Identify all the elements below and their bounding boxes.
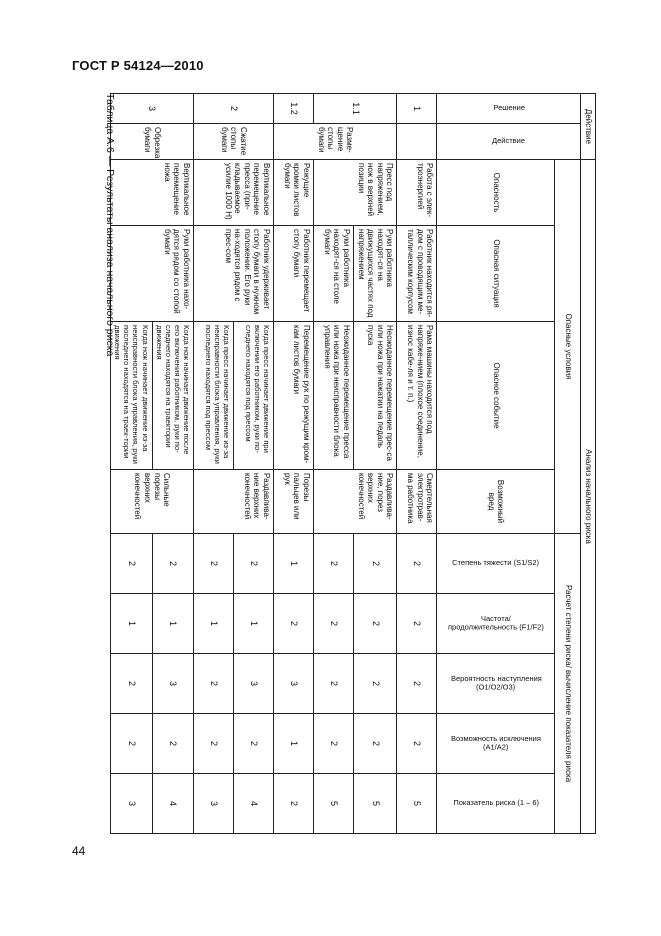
header-risk-calc: Расчет степени риска/ вычисление показателя риска: [555, 534, 581, 834]
header-action: Действие: [437, 124, 581, 160]
cell-risk-index: 5: [397, 774, 437, 834]
header-analysis-group: Анализ начального риска: [581, 160, 596, 834]
cell-severity: 2: [397, 534, 437, 594]
cell-risk-index: 4: [234, 774, 274, 834]
cell-hazard: Режущие кромки листов бумаги: [274, 160, 314, 226]
cell-severity: 2: [111, 534, 152, 594]
header-avoidance: Возможность исключения (A1/A2): [437, 714, 555, 774]
cell-situation: Руки работника находят-ся на столе бумаги: [314, 226, 354, 322]
cell-situation: Руки работника нахо-дятся рядом со стопой бумаги: [111, 226, 194, 322]
cell-decision: 1.1: [314, 94, 397, 124]
cell-probability: 2: [397, 654, 437, 714]
cell-decision: 2: [194, 94, 274, 124]
header-risk-index: Показатель риска (1 – 6): [437, 774, 555, 834]
cell-probability: 3: [234, 654, 274, 714]
cell-severity: 2: [152, 534, 193, 594]
cell-avoidance: 1: [274, 714, 314, 774]
cell-probability: 2: [194, 654, 234, 714]
cell-harm: Сильные порезы верхних конечностей: [111, 470, 194, 534]
cell-risk-index: 3: [194, 774, 234, 834]
cell-event: Когда пресс начинает движение из-за неисправности блока управления, руки последнего находятся под прессом: [194, 322, 234, 470]
cell-decision: 3: [111, 94, 194, 124]
cell-avoidance: 2: [152, 714, 193, 774]
cell-risk-index: 5: [354, 774, 397, 834]
table-row: [234, 94, 274, 834]
cell-action: Сжатие стопы бумаги: [194, 124, 274, 160]
cell-frequency: 2: [314, 594, 354, 654]
cell-hazard: Вертикальное перемещение пресса (при-кладываемое усилие 1000 Н): [194, 160, 274, 226]
cell-probability: 2: [111, 654, 152, 714]
cell-avoidance: 2: [194, 714, 234, 774]
header-hazard: Опасность: [437, 160, 555, 226]
cell-harm: Смертельная электротрав-ма работника: [397, 470, 437, 534]
cell-frequency: 2: [274, 594, 314, 654]
header-severity: Степень тяжести (S1/S2): [437, 534, 555, 594]
risk-analysis-table: [110, 93, 596, 834]
cell-situation: Работник удерживает стопу бумаги в нужном положении. Его руки на-ходятся рядом с прес-сом: [194, 226, 274, 322]
table-row: [397, 94, 437, 834]
document-header: ГОСТ Р 54124—2010: [72, 58, 204, 73]
cell-frequency: 1: [152, 594, 193, 654]
cell-hazard: Пресс под напряжением, нож в верхней позиции: [314, 160, 397, 226]
cell-severity: 2: [354, 534, 397, 594]
cell-action: Разме-щение стопы бумаги: [274, 124, 397, 160]
cell-event: Перемещение рук по режущим кром-кам листов бумаги: [274, 322, 314, 470]
header-harm: Возможный вред: [437, 470, 555, 534]
table-row: [152, 94, 193, 834]
cell-risk-index: 5: [314, 774, 354, 834]
cell-probability: 3: [274, 654, 314, 714]
header-situation: Опасная ситуация: [437, 226, 555, 322]
cell-situation: Работник перемещает стопу бумаги: [274, 226, 314, 322]
cell-situation: Руки работника находят-ся на движущихся частях под напряжением: [354, 226, 397, 322]
cell-event: Когда нож начинает движение из-за неисправности блока управления, руки последнего находятся на траек-тории движения: [111, 322, 152, 470]
cell-severity: 2: [234, 534, 274, 594]
cell-event: Когда пресс начинает движение при включении его работником, руки по-следнего находятся под прессом: [234, 322, 274, 470]
cell-risk-index: 4: [152, 774, 193, 834]
cell-frequency: 1: [234, 594, 274, 654]
cell-event: Когда нож начинает движение после его включения работником, руки по-следнего находятся на траектории движения: [152, 322, 193, 470]
cell-severity: 2: [194, 534, 234, 594]
cell-action: Обрезка бумаги: [111, 124, 194, 160]
rotated-table-sheet: [98, 93, 596, 833]
cell-event: Неожиданное перемещение прес-са или ножа при нажатии на педаль пуска: [354, 322, 397, 470]
table-row: [274, 94, 314, 834]
header-action-group: Действие: [581, 94, 596, 160]
cell-avoidance: 2: [354, 714, 397, 774]
cell-probability: 2: [354, 654, 397, 714]
page-number: 44: [72, 844, 86, 858]
cell-frequency: 2: [397, 594, 437, 654]
table-caption: Таблица А.6 — Результаты анализа начального риска: [104, 93, 116, 357]
cell-harm: Раздавлива-ние верхних конечностей: [194, 470, 274, 534]
cell-frequency: 1: [194, 594, 234, 654]
cell-situation: Работник находится ря-дом с проводящим ме-таллическим корпусом: [397, 226, 437, 322]
cell-harm: Порезы пальцев или рук: [274, 470, 314, 534]
cell-avoidance: 2: [111, 714, 152, 774]
cell-avoidance: 2: [234, 714, 274, 774]
cell-event: Неожиданное перемещение пресса или ножа при неисправности блока управления: [314, 322, 354, 470]
cell-event: Рама машины находится под напряже-нием (плохое соединение, износ кабе-ля и т. п.): [397, 322, 437, 470]
header-hazard-conditions: Опасные условия: [555, 160, 581, 534]
cell-severity: 1: [274, 534, 314, 594]
cell-avoidance: 2: [314, 714, 354, 774]
cell-probability: 2: [314, 654, 354, 714]
header-frequency: Частота/ продолжительность (F1/F2): [437, 594, 555, 654]
cell-severity: 2: [314, 534, 354, 594]
table-row: [354, 94, 397, 834]
cell-decision: 1.2: [274, 94, 314, 124]
cell-hazard: Работа с элек-троэнергией: [397, 160, 437, 226]
cell-harm: Раздавлива-ние, порез верхних конечностей: [314, 470, 397, 534]
cell-risk-index: 2: [274, 774, 314, 834]
cell-probability: 3: [152, 654, 193, 714]
cell-frequency: 2: [354, 594, 397, 654]
header-probability: Вероятность наступления (O1/O2/O3): [437, 654, 555, 714]
cell-hazard: Вертикальное перемещение ножа: [111, 160, 194, 226]
cell-frequency: 1: [111, 594, 152, 654]
cell-avoidance: 2: [397, 714, 437, 774]
header-decision: Решение: [437, 94, 581, 124]
cell-action: [397, 124, 437, 160]
cell-risk-index: 3: [111, 774, 152, 834]
header-event: Опасное событие: [437, 322, 555, 470]
cell-decision: 1: [397, 94, 437, 124]
